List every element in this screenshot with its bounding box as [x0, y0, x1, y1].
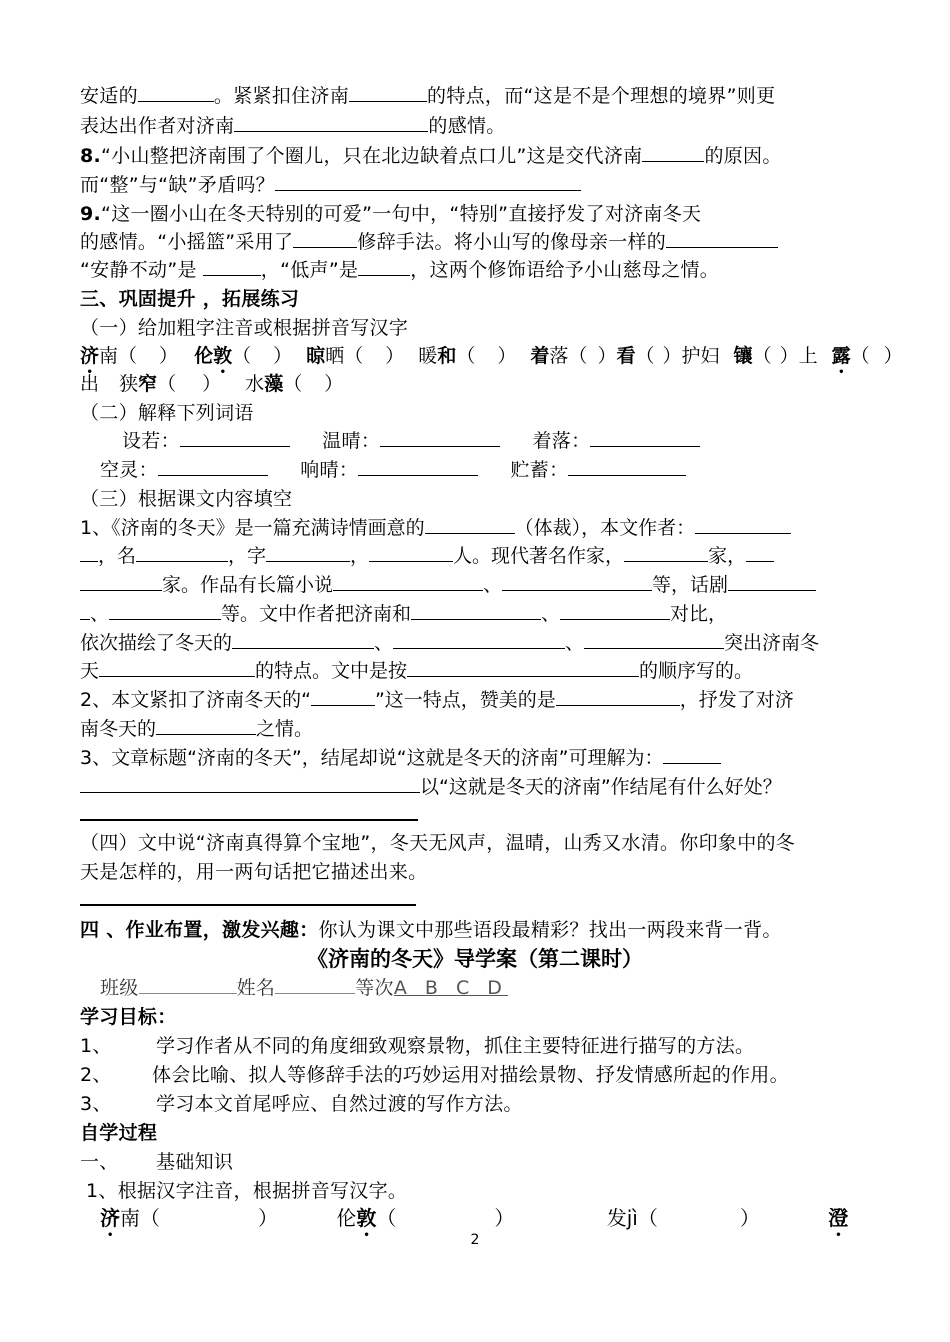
- q8-text-a: “小山整把济南围了个圈儿，只在北边缺着点口儿”这是交代济南: [101, 145, 643, 167]
- fill-blank[interactable]: [407, 658, 639, 677]
- fill-blank[interactable]: [156, 716, 256, 735]
- fill-text: 南冬天的: [80, 718, 157, 740]
- fill1-line-3: [80, 571, 816, 599]
- fill-text: 、: [374, 632, 394, 654]
- fill-blank[interactable]: [311, 687, 375, 706]
- fill-text: 的特点。文中是按: [255, 660, 408, 682]
- q7-text-a: 安适的: [80, 85, 138, 107]
- word-text: ）: [597, 345, 617, 367]
- fill-text: 等，话剧: [652, 574, 729, 596]
- q7-blank-1[interactable]: [138, 83, 214, 102]
- word-text: 落（: [549, 345, 588, 367]
- term-blank[interactable]: [158, 457, 268, 476]
- section-4-text: 你认为课文中那些语段最精彩？找出一两段来背一背。: [318, 919, 782, 941]
- q9-text-e: ，“低声”是: [260, 259, 359, 281]
- answer-line[interactable]: [80, 904, 416, 906]
- student-info: [100, 974, 508, 1002]
- word-text: ）: [497, 345, 517, 367]
- q9-text-d: “安静不动”是: [80, 259, 197, 281]
- row-text: 发: [606, 1206, 627, 1230]
- q8-number: 8.: [80, 145, 102, 167]
- term-label: 着落：: [532, 430, 591, 452]
- section-3-sub3: （三）根据课文内容填空: [80, 488, 293, 510]
- answer-line[interactable]: [80, 819, 418, 821]
- row-word-dun: 敦: [356, 1206, 377, 1230]
- section-4: [80, 916, 782, 944]
- fill-blank[interactable]: [393, 630, 565, 649]
- q9-number: 9.: [80, 203, 102, 225]
- word-text: ）: [159, 345, 179, 367]
- word-zhai: 窄: [138, 373, 158, 395]
- fill-text: 等。文中作者把济南和: [221, 603, 412, 625]
- pinyin-words-line-2: [80, 370, 343, 398]
- fill3-line-1: [80, 744, 721, 772]
- fill-text: ”这一特点，赞美的是: [374, 689, 556, 711]
- fill-blank[interactable]: [136, 543, 228, 562]
- q8-text-b: 的原因。: [704, 145, 782, 167]
- word-zao: 藻: [264, 373, 284, 395]
- q7-line-2: [80, 112, 506, 140]
- word-text: 晒（: [325, 345, 364, 367]
- fill-text: 天: [80, 660, 100, 682]
- word-text: （: [635, 345, 655, 367]
- word-text: 狭: [119, 373, 139, 395]
- class-input[interactable]: [139, 975, 237, 994]
- q9-blank-4[interactable]: [358, 257, 410, 276]
- fill-blank[interactable]: [556, 687, 680, 706]
- fill2-line-1: [80, 686, 794, 714]
- q9-line-2: [80, 228, 778, 256]
- fill-text: 家，: [708, 545, 747, 567]
- word-text: ）上: [779, 345, 818, 367]
- row-text: ）: [739, 1206, 760, 1230]
- q9-blank-1[interactable]: [293, 229, 357, 248]
- fill-text: 、: [483, 574, 503, 596]
- goal-item-3: [80, 1090, 523, 1118]
- word-text: （: [283, 373, 303, 395]
- q9-text-f: ，这两个修饰语给予小山慈母之情。: [410, 259, 720, 281]
- fill-text: ，名: [98, 545, 137, 567]
- word-xiang: 镶: [733, 345, 753, 367]
- q7-text-c: 的特点，而“这是不是个理想的境界”则更: [427, 85, 776, 107]
- row-text: ）: [494, 1206, 515, 1230]
- fill-text: 之情。: [256, 718, 314, 740]
- grade-label: 等次: [355, 977, 394, 999]
- item-1-instruction: 1、根据汉字注音，根据拼音写汉字。: [86, 1180, 408, 1202]
- row-pinyin-ji: jì: [626, 1206, 638, 1230]
- q8-text-c: 而“整”与“缺”矛盾吗？: [80, 174, 275, 196]
- row-word-ji: 济: [100, 1206, 120, 1230]
- fill-text: 1、《济南的冬天》是一篇充满诗情画意的: [80, 517, 425, 539]
- goal-text: 体会比喻、拟人等修辞手法的巧妙运用对描绘景物、抒发情感所起的作用。: [152, 1064, 789, 1086]
- fill-blank[interactable]: [584, 630, 724, 649]
- section-4-title: 四 、作业布置，激发兴趣：: [80, 919, 319, 941]
- row-text: （: [637, 1206, 658, 1230]
- q9-line-3: [80, 256, 719, 284]
- class-label: 班级: [100, 977, 139, 999]
- fill-blank[interactable]: [80, 543, 98, 562]
- fill-blank[interactable]: [425, 515, 515, 534]
- fill-text: ，: [350, 545, 370, 567]
- fill-blank[interactable]: [502, 572, 652, 591]
- fill-blank[interactable]: [411, 601, 541, 620]
- name-input[interactable]: [275, 975, 355, 994]
- fill-text: 人。现代著名作家，: [453, 545, 625, 567]
- fill1-line-6: [80, 657, 753, 685]
- terms-line-2: [100, 456, 686, 484]
- fill-blank[interactable]: [99, 658, 255, 677]
- fill-text: ，字: [228, 545, 267, 567]
- term-label: 响晴：: [300, 459, 359, 481]
- fill-blank[interactable]: [232, 630, 374, 649]
- row-word-cheng: 澄: [828, 1206, 849, 1230]
- lesson-2-title: 《济南的冬天》导学案（第二课时）: [307, 947, 643, 971]
- fill-text: 、: [90, 603, 110, 625]
- section-3-sub2: （二）解释下列词语: [80, 402, 254, 424]
- section-3-sub1: （一）给加粗字注音或根据拼音写汉字: [80, 317, 409, 339]
- fill-text: 以“这就是冬天的济南”作结尾有什么好处？: [420, 776, 782, 798]
- word-text: ）: [324, 373, 344, 395]
- fill-text: （体裁），本文作者：: [514, 517, 696, 539]
- q9-blank-3[interactable]: [203, 257, 261, 276]
- q9-text-a: “这一圈小山在冬天特别的可爱”一句中，“特别”直接抒发了对济南冬天: [101, 203, 702, 225]
- q7-text-b: 。紧紧扣住济南: [213, 85, 350, 107]
- section-3-title: 三、巩固提升 ，拓展练习: [80, 288, 300, 310]
- word-text: （: [157, 373, 177, 395]
- fill3-line-2: [80, 773, 782, 801]
- term-blank[interactable]: [380, 428, 500, 447]
- word-text: （: [232, 345, 252, 367]
- q7-text-d: 表达出作者对济南: [80, 115, 235, 137]
- word-text: ）护妇: [662, 345, 720, 367]
- word-ji: 济: [80, 345, 100, 367]
- fill-text: 家。作品有长篇小说: [162, 574, 334, 596]
- basic-number: 一、: [80, 1151, 119, 1173]
- fill-text: ，抒发了对济: [679, 689, 794, 711]
- word-text: （: [752, 345, 772, 367]
- fill-text: 突出济南冬: [724, 632, 820, 654]
- row-text: ）: [258, 1206, 278, 1230]
- page-number: 2: [470, 1232, 480, 1248]
- fill-text: 的顺序写的。: [639, 660, 754, 682]
- fill-blank[interactable]: [333, 572, 483, 591]
- goal-item-1: [80, 1032, 754, 1060]
- word-text: 水: [245, 373, 265, 395]
- basic-label: 基础知识: [156, 1151, 234, 1173]
- fill-blank[interactable]: [663, 745, 721, 764]
- fill1-line-2: [80, 542, 774, 570]
- fill-blank[interactable]: [80, 572, 162, 591]
- fill-blank[interactable]: [80, 774, 420, 793]
- q8-line-2: [80, 171, 581, 199]
- fill-blank[interactable]: [266, 543, 350, 562]
- q7-blank-3[interactable]: [234, 113, 428, 132]
- goal-text: 学习本文首尾呼应、自然过渡的写作方法。: [156, 1093, 523, 1115]
- word-liang: 晾: [306, 345, 326, 367]
- term-label: 设若：: [122, 430, 180, 452]
- word-kan: 看: [616, 345, 636, 367]
- fill-text: 、: [541, 603, 561, 625]
- q9-line-1: [80, 200, 701, 228]
- row-text: 南（: [120, 1206, 160, 1230]
- process-title: 自学过程: [80, 1122, 158, 1144]
- fill2-line-2: [80, 715, 313, 743]
- word-text: 出: [80, 373, 100, 395]
- goal-text: 学习作者从不同的角度细致观察景物，抓住主要特征进行描写的方法。: [156, 1035, 755, 1057]
- word-zhuo: 着: [530, 345, 550, 367]
- word-dun: 敦: [213, 345, 233, 367]
- term-blank[interactable]: [590, 428, 700, 447]
- word-text: ）: [202, 373, 222, 395]
- fill-text: 3、文章标题“济南的冬天”，结尾却说“这就是冬天的济南”可理解为：: [80, 747, 664, 769]
- fill-blank[interactable]: [560, 601, 670, 620]
- grade-options[interactable]: A B C D: [393, 977, 508, 999]
- word-lu: 露: [831, 345, 851, 367]
- term-blank[interactable]: [180, 428, 290, 447]
- word-text: ）: [883, 345, 903, 367]
- word-text: ）: [273, 345, 293, 367]
- q9-text-b: 的感情。“小摇篮”采用了: [80, 231, 294, 253]
- row-text: （: [376, 1206, 397, 1230]
- fill1-line-1: [80, 514, 791, 542]
- word-lun: 伦: [194, 345, 214, 367]
- row-text: 伦: [336, 1206, 357, 1230]
- q7-text-e: 的感情。: [428, 115, 506, 137]
- q9-text-c: 修辞手法。将小山写的像母亲一样的: [357, 231, 667, 253]
- basic-knowledge-heading: [80, 1148, 233, 1176]
- goals-title: 学习目标：: [80, 1006, 177, 1028]
- terms-line-1: [122, 427, 700, 455]
- fill-text: 对比，: [670, 603, 728, 625]
- word-text: ）: [385, 345, 405, 367]
- word-text: （: [456, 345, 476, 367]
- word-text: （: [850, 345, 870, 367]
- term-label: 空灵：: [100, 459, 158, 481]
- q8-blank-1[interactable]: [642, 143, 704, 162]
- word-he: 和: [437, 345, 457, 367]
- fill-blank[interactable]: [728, 572, 816, 591]
- q7-line-1: [80, 82, 775, 110]
- q9-blank-2[interactable]: [666, 229, 778, 248]
- term-blank[interactable]: [568, 457, 686, 476]
- goal-number: 2、: [80, 1064, 112, 1086]
- term-label: 温晴：: [322, 430, 381, 452]
- q7-blank-2[interactable]: [349, 83, 427, 102]
- goal-number: 3、: [80, 1093, 112, 1115]
- fill-blank[interactable]: [695, 515, 791, 534]
- fill-blank[interactable]: [109, 601, 221, 620]
- q8-line-1: [80, 142, 782, 170]
- term-label: 贮蓄：: [510, 459, 569, 481]
- goal-number: 1、: [80, 1035, 112, 1057]
- fill-text: 2、本文紧扣了济南冬天的“: [80, 689, 311, 711]
- word-text: 南（: [99, 345, 138, 367]
- term-blank[interactable]: [358, 457, 478, 476]
- fill-blank[interactable]: [624, 543, 708, 562]
- fill1-line-5: [80, 629, 819, 657]
- fill-blank[interactable]: [746, 543, 774, 562]
- fill-blank[interactable]: [80, 601, 90, 620]
- goal-item-2: [80, 1061, 789, 1089]
- fill1-line-4: [80, 600, 727, 628]
- fill-blank[interactable]: [369, 543, 453, 562]
- name-label: 姓名: [236, 977, 276, 999]
- fill-text: 、: [565, 632, 585, 654]
- section-3-sub4-line-2: 天是怎样的，用一两句话把它描述出来。: [80, 861, 428, 883]
- section-3-sub4-line-1: （四）文中说“济南真得算个宝地”，冬天无风声，温晴，山秀又水清。你印象中的冬: [80, 832, 796, 854]
- q8-blank-2[interactable]: [275, 172, 581, 191]
- fill-text: 依次描绘了冬天的: [80, 632, 233, 654]
- word-text: 暖: [418, 345, 438, 367]
